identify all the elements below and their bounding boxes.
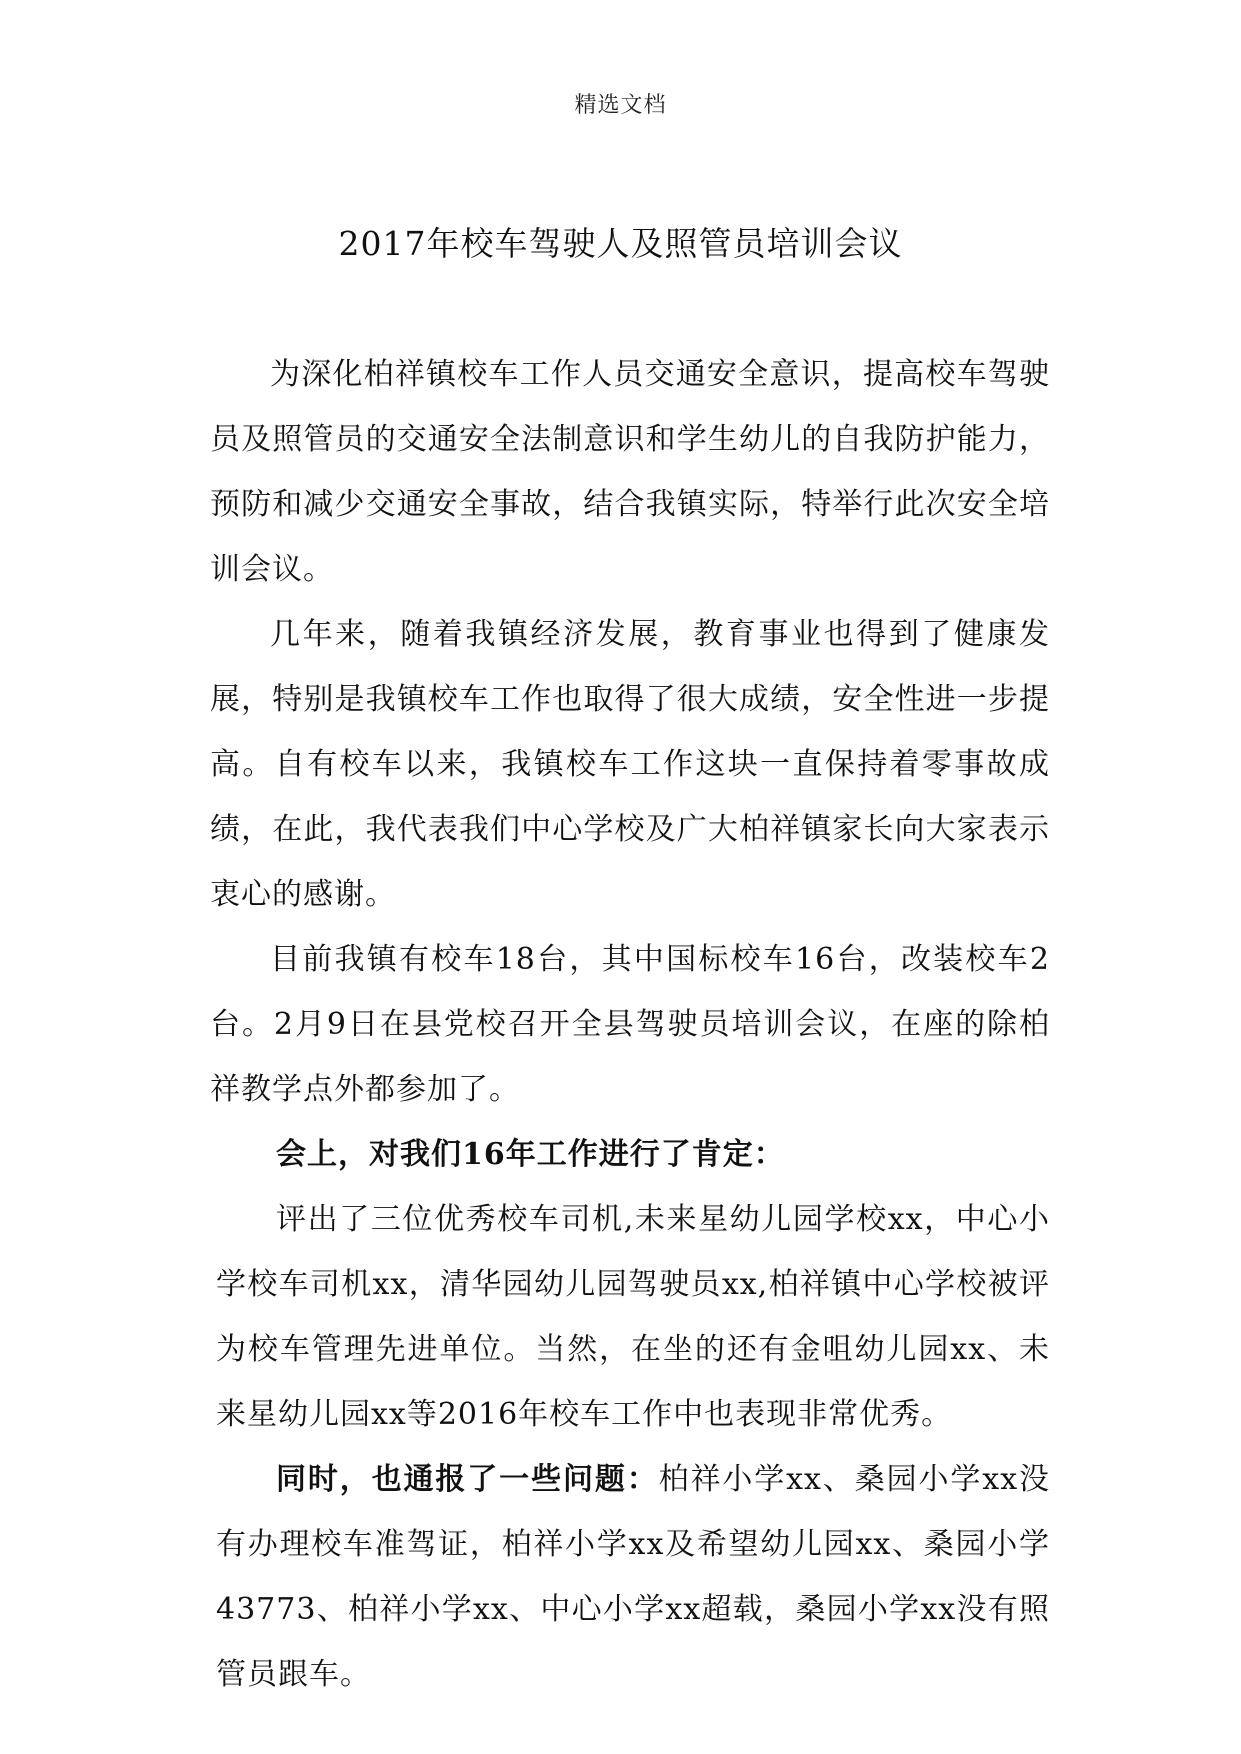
page-header: 精选文档: [574, 93, 667, 118]
paragraph-issues: [210, 1447, 1050, 1707]
section-heading-affirmation: 会上，对我们16年工作进行了肯定：: [276, 1137, 785, 1172]
paragraph-intro: 为深化柏祥镇校车工作人员交通安全意识，提高校车驾驶员及照管员的交通安全法制意识和学生幼儿的自我防护能力，预防和减少交通安全事故，结合我镇实际，特举行此次安全培训会议。: [210, 357, 1050, 587]
issues-text: 柏祥小学xx、桑园小学xx没有办理校车准驾证，柏祥小学xx及希望幼儿园xx、桑园小学43773、柏祥小学xx、中心小学xx超载，桑园小学xx没有照管员跟车。: [216, 1462, 1050, 1692]
paragraph-bus-count: 目前我镇有校车18台，其中国标校车16台，改装校车2台。2月9日在县党校召开全县驾驶员培训会议，在座的除柏祥教学点外都参加了。: [210, 942, 1050, 1107]
section-heading-issues: 同时，也通报了一些问题：: [276, 1462, 659, 1497]
paragraph-awards: 评出了三位优秀校车司机,未来星幼儿园学校xx，中心小学校车司机xx，清华园幼儿园驾驶员xx,柏祥镇中心学校被评为校车管理先进单位。当然，在坐的还有金咀幼儿园xx、未来星幼儿园xx等2016年校车工作中也表现非常优秀。: [216, 1202, 1050, 1432]
document-title: 2017年校车驾驶人及照管员培训会议: [338, 224, 903, 263]
paragraph-development: 几年来，随着我镇经济发展，教育事业也得到了健康发展，特别是我镇校车工作也取得了很大成绩，安全性进一步提高。自有校车以来，我镇校车工作这块一直保持着零事故成绩，在此，我代表我们中心学校及广大柏祥镇家长向大家表示衷心的感谢。: [210, 617, 1050, 912]
document-body: [210, 342, 1050, 1707]
